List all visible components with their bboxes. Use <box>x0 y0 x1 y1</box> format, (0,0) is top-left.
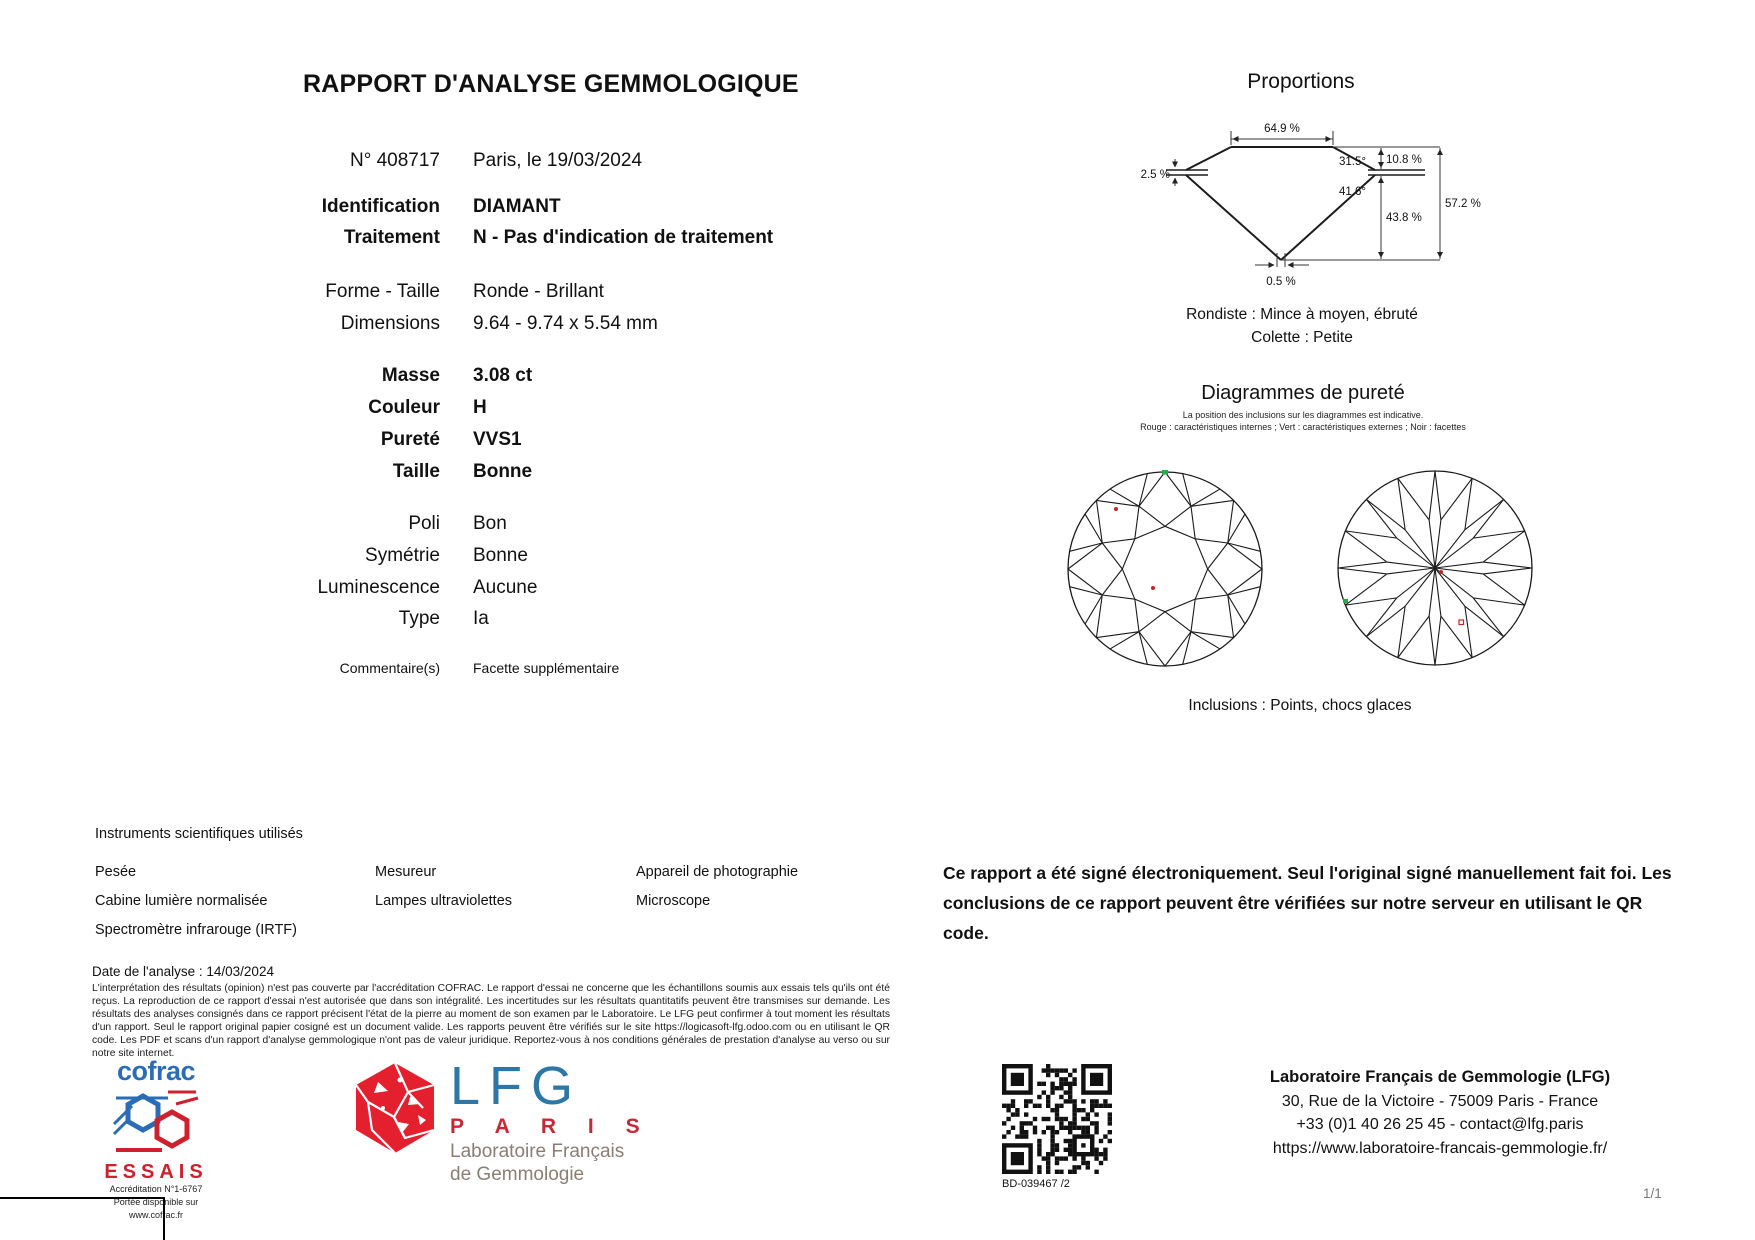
pavilion-depth-label: 43.8 % <box>1386 212 1422 224</box>
lfg-subtitle-2: de Gemmologie <box>450 1164 585 1185</box>
field-value: Ia <box>473 608 489 629</box>
field-value: Aucune <box>473 577 538 598</box>
qr-reference: BD-039467 /2 <box>1002 1178 1070 1190</box>
lab-phone-email: +33 (0)1 40 26 25 45 - contact@lfg.paris <box>1296 1116 1584 1133</box>
field-label: Traitement <box>343 227 440 248</box>
field-label: Taille <box>392 461 440 482</box>
table-pct-label: 64.9 % <box>1264 123 1300 135</box>
report-number: N° 408717 <box>350 150 440 171</box>
cofrac-accreditation: Accréditation N°1-6767 <box>109 1184 203 1194</box>
lab-address: 30, Rue de la Victoire - 75009 Paris - France <box>1281 1092 1599 1110</box>
lfg-acronym: LFG <box>450 1056 583 1116</box>
field-label: Luminescence <box>317 577 440 598</box>
report-place-date: Paris, le 19/03/2024 <box>473 150 643 171</box>
field-row-symetrie <box>0 545 900 571</box>
lab-website: https://www.laboratoire-francais-gemmologie.fr/ <box>1272 1139 1608 1157</box>
cofrac-wordmark: cofrac <box>116 1056 196 1086</box>
cofrac-hexagons-graphic <box>110 1084 202 1156</box>
qr-code <box>1002 1064 1112 1174</box>
crown-height-label: 10.8 % <box>1386 154 1422 166</box>
field-label: Commentaire(s) <box>339 660 440 676</box>
analysis-date: Date de l'analyse : 14/03/2024 <box>92 964 274 979</box>
field-label: Couleur <box>368 397 440 418</box>
field-label: Identification <box>321 196 440 217</box>
report-title: RAPPORT D'ANALYSE GEMMOLOGIQUE <box>303 70 799 98</box>
field-value: Ronde - Brillant <box>473 281 604 302</box>
field-row-couleur <box>0 397 900 423</box>
instrument-item: Microscope <box>636 893 711 909</box>
girdle-lines <box>1166 170 1425 175</box>
field-value: VVS1 <box>473 429 522 450</box>
field-label: Poli <box>408 513 440 534</box>
field-row-masse <box>0 365 900 391</box>
purity-note-2: Rouge : caractéristiques internes ; Vert : caractéristiques externes ; Noir : facettes <box>1140 422 1466 432</box>
cofrac-website: www.cofrac.fr <box>128 1210 183 1220</box>
field-label: Pureté <box>380 429 440 450</box>
electronic-signature-note: Ce rapport a été signé électroniquement. Seul l'original signé manuellement fait foi. Les conclusions de ce rapport peuvent être vérifiées sur notre serveur en utilisant le QR code. <box>943 863 1672 943</box>
field-row-poli <box>0 513 900 539</box>
field-label: Masse <box>381 365 440 386</box>
field-value: Bonne <box>473 461 533 482</box>
lfg-logo-text <box>450 1058 653 1186</box>
field-value: Facette supplémentaire <box>473 660 620 676</box>
lab-name: Laboratoire Français de Gemmologie (LFG) <box>1269 1068 1611 1086</box>
pavilion-view-diagram <box>1338 471 1532 665</box>
field-row-number <box>0 150 900 176</box>
field-label: Symétrie <box>365 545 440 566</box>
field-value: H <box>473 397 487 418</box>
purity-note-1: La position des inclusions sur les diagrammes est indicative. <box>1182 410 1424 420</box>
cofrac-essais-label: ESSAIS <box>104 1161 208 1183</box>
field-label: Type <box>398 608 440 629</box>
field-row-traitement <box>0 227 900 253</box>
purity-heading: Diagrammes de pureté <box>1201 382 1405 404</box>
lfg-city-label: P A R I S <box>450 1115 653 1138</box>
field-row-forme <box>0 281 900 307</box>
field-label: Forme - Taille <box>325 281 440 302</box>
inclusions-text: Inclusions : Points, chocs glaces <box>1188 697 1412 714</box>
lfg-subtitle-1: Laboratoire Français <box>450 1141 625 1162</box>
field-row-dimensions <box>0 313 900 339</box>
field-row-type <box>0 608 900 634</box>
girdle-pct-label: 2.5 % <box>1140 169 1170 181</box>
field-value: Bon <box>473 513 507 534</box>
page-corner-mark <box>0 1197 165 1240</box>
dimension-lines <box>1175 131 1440 267</box>
instrument-item: Mesureur <box>375 864 437 880</box>
proportions-heading: Proportions <box>1247 70 1355 93</box>
total-depth-label: 57.2 % <box>1445 198 1481 210</box>
culet-note: Colette : Petite <box>1251 329 1353 346</box>
instruments-heading: Instruments scientifiques utilisés <box>95 826 303 842</box>
field-value: N - Pas d'indication de traitement <box>473 227 774 248</box>
cofrac-portee: Portée disponible sur <box>113 1197 199 1207</box>
culet-pct-label: 0.5 % <box>1266 276 1296 288</box>
girdle-culet-notes <box>1052 303 1552 349</box>
field-row-identification <box>0 196 900 222</box>
field-value: DIAMANT <box>473 196 561 217</box>
purity-notes <box>1003 409 1603 433</box>
field-label: Dimensions <box>340 313 440 334</box>
lfg-gem-logo <box>348 1060 442 1156</box>
instrument-item: Spectromètre infrarouge (IRTF) <box>95 922 297 938</box>
field-row-purete <box>0 429 900 455</box>
instrument-item: Cabine lumière normalisée <box>95 893 268 909</box>
field-row-taille <box>0 461 900 487</box>
instrument-item: Lampes ultraviolettes <box>375 893 513 909</box>
page-indicator: 1/1 <box>1643 1186 1662 1201</box>
crown-angle-label: 31.5° <box>1339 156 1366 168</box>
proportions-diagram <box>1128 108 1488 298</box>
field-value: 9.64 - 9.74 x 5.54 mm <box>473 313 658 334</box>
clarity-diagrams <box>1055 460 1555 680</box>
pavilion-angle-label: 41.6° <box>1339 186 1366 198</box>
instrument-item: Appareil de photographie <box>636 864 799 880</box>
lab-contact-block <box>1190 1066 1690 1160</box>
field-value: Bonne <box>473 545 528 566</box>
field-row-luminescence <box>0 577 900 603</box>
crown-view-diagram <box>1068 470 1262 666</box>
girdle-note: Rondiste : Mince à moyen, ébruté <box>1186 306 1418 323</box>
field-row-commentaires <box>0 660 900 686</box>
field-value: 3.08 ct <box>473 365 533 386</box>
instrument-item: Pesée <box>95 864 137 880</box>
legal-disclaimer: L'interprétation des résultats (opinion) n'est pas couverte par l'accréditation COFRAC. Le rapport d'essai ne concerne que les échantillons soumis aux essais tels qu'ils ont été reçus. La reproduction de ce rapport d'essai n'est autorisée que dans son intégralité. Les incertitudes sur les résultats quantitatifs peuvent être transmises sur demande. Les résultats des analyses consignés dans ce rapport précisent l'état de la pierre au moment de son examen par le Laboratoire. Le LFG peut confirmer à tout moment les résultats d'un rapport. Seul le rapport original papier cosigné est un document valide. Les rapports peuvent être vérifiés sur le site https://logicasoft-lfg.odoo.com ou en utilisant le QR code. Les PDF et scans d'un rapport d'analyse gemmologique n'ont pas de valeur juridique. Reportez-vous à nos conditions générales de prestation d'analyse au verso ou sur notre site internet. <box>92 983 890 1059</box>
